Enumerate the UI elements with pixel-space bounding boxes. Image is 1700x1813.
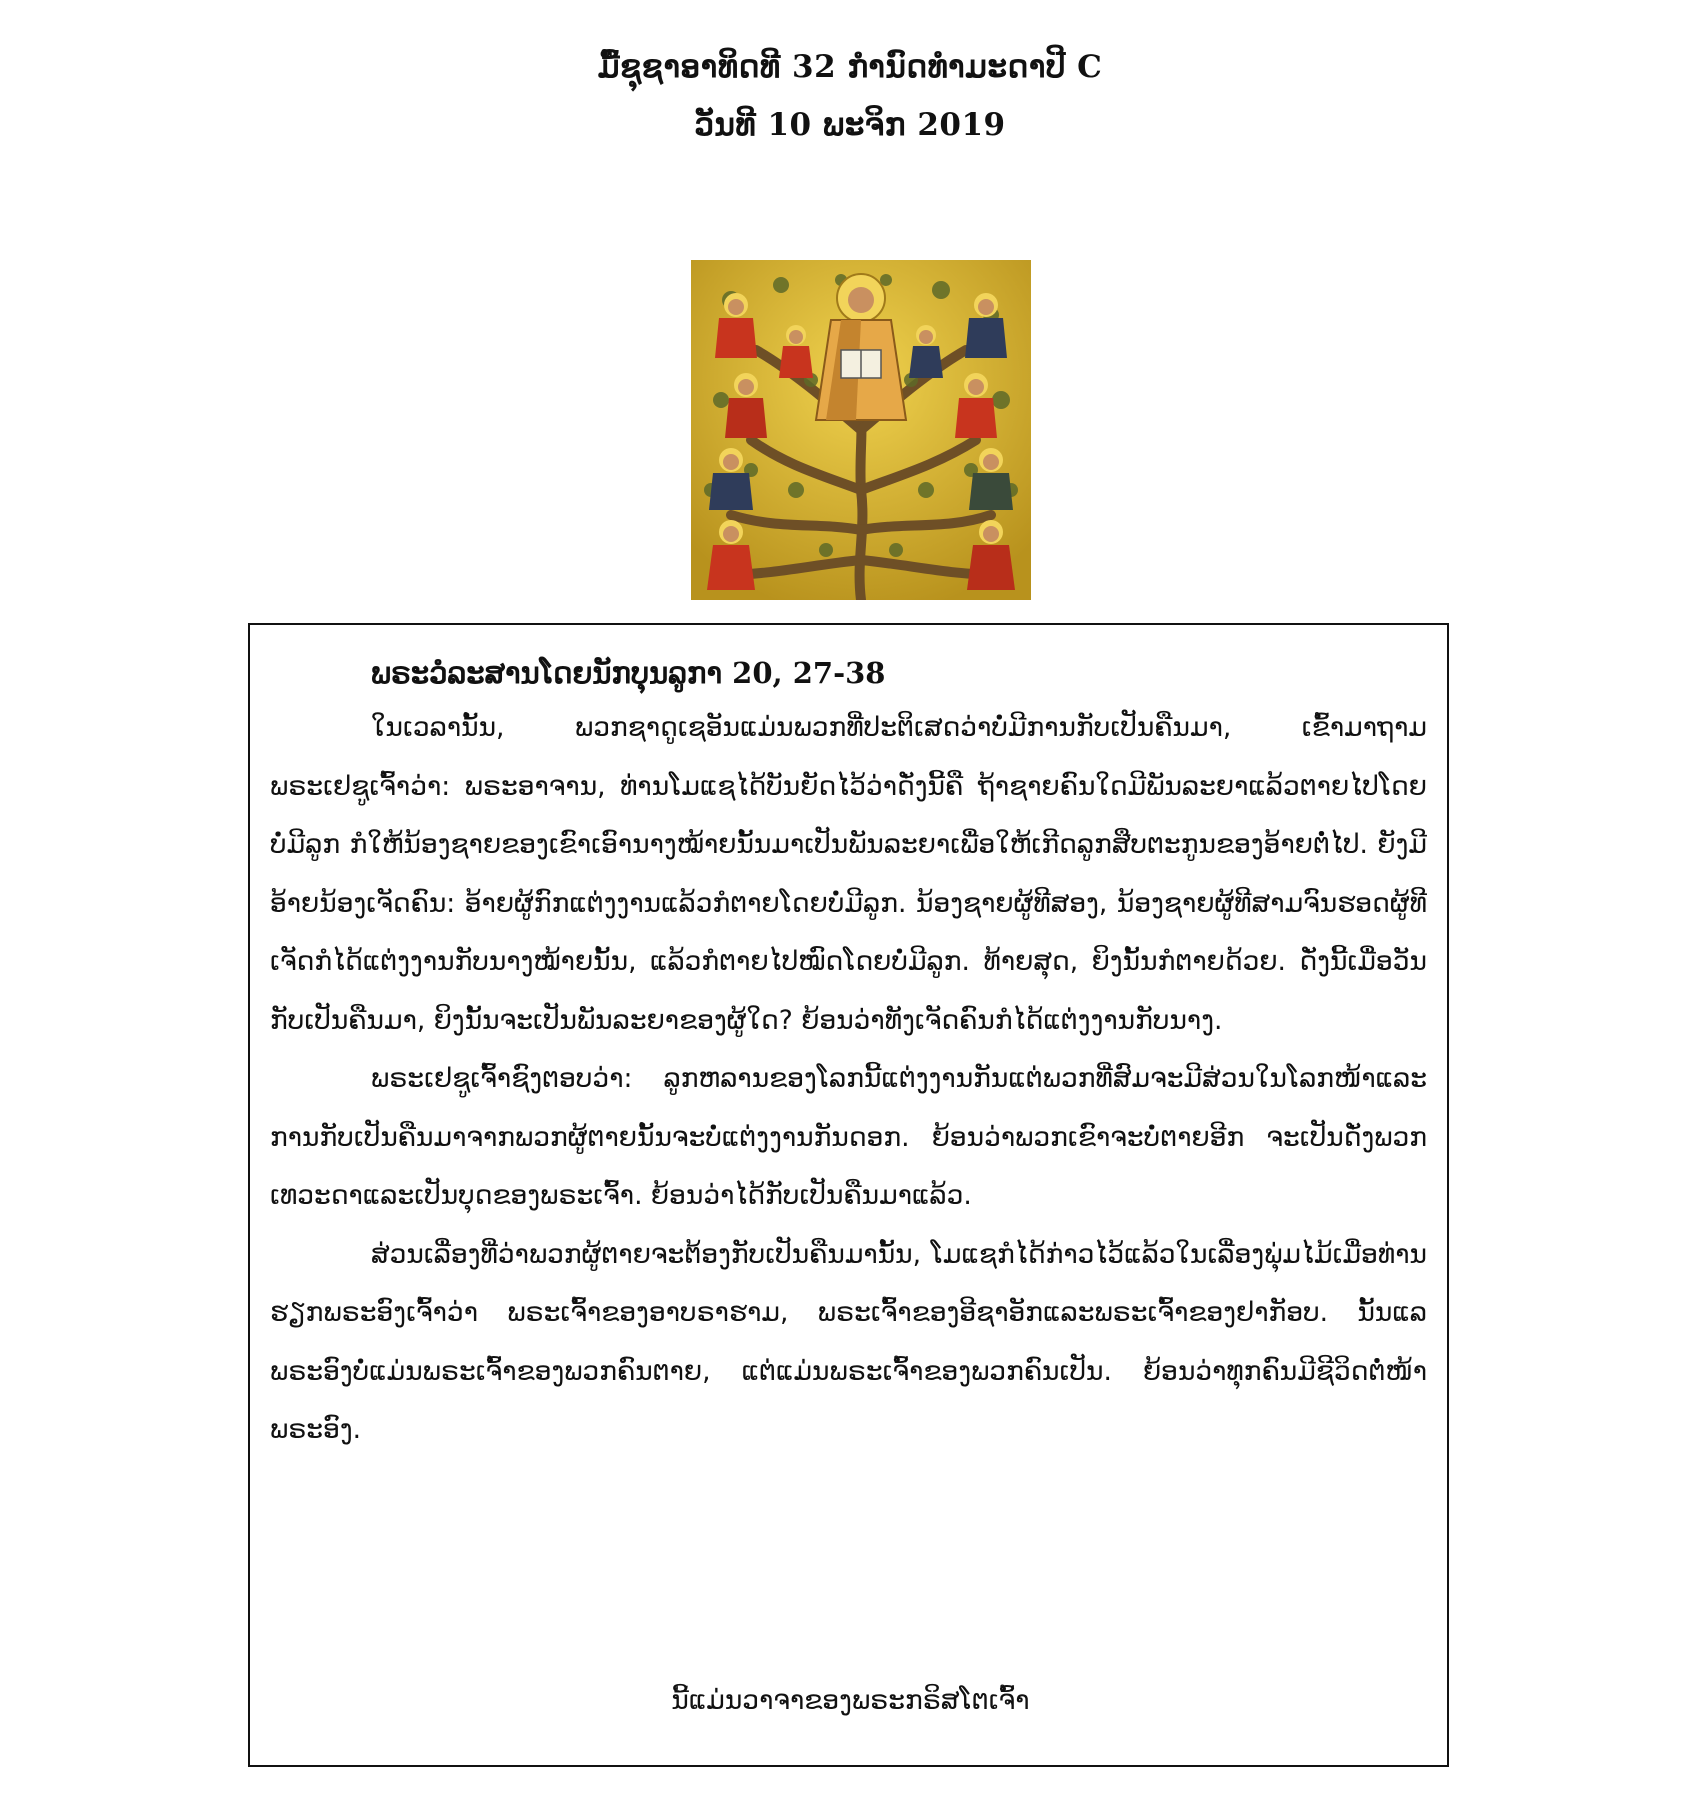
reading-paragraph: ພຣະເຢຊູເຈົ້າຊົງຕອບວ່າ: ລູກຫລານຂອງໂລກນີ້ແຕ່ງງານກັນແຕ່ພວກທີ່ສົມຈະມີສ່ວນໃນໂລກໜ້າແລະການກັບເປັນຄືນມາຈາກພວກຜູ້ຕາຍນັ້ນຈະບໍ່ແຕ່ງງານກັນດອກ. ຍ້ອນວ່າພວກເຂົາຈະບໍ່ຕາຍອີກ ຈະເປັນດັ່ງພວກເທວະດາແລະເປັນບຸດຂອງພຣະເຈົ້າ. ຍ້ອນວ່າໄດ້ກັບເປັນຄືນມາແລ້ວ. [270, 1063, 1427, 1211]
page-header [0, 38, 1700, 154]
gospel-reading-box [248, 623, 1449, 1767]
reading-body [270, 699, 1427, 1460]
header-title: ມື້ຊຸຊາອາທິດທີ 32 ກຳນົດທຳມະດາປີ C [597, 49, 1103, 85]
reading-paragraph: ສ່ວນເລື່ອງທີ່ວ່າພວກຜູ້ຕາຍຈະຕ້ອງກັບເປັນຄືນມານັ້ນ, ໂມແຊກໍໄດ້ກ່າວໄວ້ແລ້ວໃນເລື່ອງພຸ່ມໄມ້ເມື່ອທ່ານຮຽກພຣະອົງເຈົ້າວ່າ ພຣະເຈົ້າຂອງອາບຣາຮາມ, ພຣະເຈົ້າຂອງອີຊາອັກແລະພຣະເຈົ້າຂອງຢາກັອບ. ນັ້ນແລ ພຣະອົງບໍ່ແມ່ນພຣະເຈົ້າຂອງພວກຄົນຕາຍ, ແຕ່ແມ່ນພຣະເຈົ້າຂອງພວກຄົນເປັນ. ຍ້ອນວ່າທຸກຄົນມີຊີວິດຕໍ່ໜ້າພຣະອົງ. [270, 1238, 1427, 1445]
christ-vine-icon [691, 260, 1031, 600]
reading-title: ພຣະວໍລະສານໂດຍນັກບຸນລູກາ 20, 27-38 [371, 656, 886, 690]
header-date: ວັນທີ 10 ພະຈິກ 2019 [694, 107, 1006, 143]
reading-closing: ນີ້ແມ່ນວາຈາຂອງພຣະກຣິສໂຕເຈົ້າ [671, 1685, 1030, 1716]
reading-paragraph: ໃນເວລານັ້ນ, ພວກຊາດູເຊອັນແມ່ນພວກທີ່ປະຕິເສດວ່າບໍ່ມີການກັບເປັນຄືນມາ, ເຂົ້າມາຖາມພຣະເຢຊູເຈົ້າວ່າ: ພຣະອາຈານ, ທ່ານໂມແຊໄດ້ບັນຍັດໄວ້ວ່າດັ່ງນີ້ຄື ຖ້າຊາຍຄົນໃດມີພັນລະຍາແລ້ວຕາຍໄປໂດຍບໍ່ມີລູກ ກໍໃຫ້ນ້ອງຊາຍຂອງເຂົາເອົານາງໝ້າຍນັ້ນມາເປັນພັນລະຍາເພື່ອໃຫ້ເກີດລູກສືບຕະກູນຂອງອ້າຍຕໍ່ໄປ. ຍັງມີອ້າຍນ້ອງເຈັດຄົນ: ອ້າຍຜູ້ກົກແຕ່ງງານແລ້ວກໍຕາຍໂດຍບໍ່ມີລູກ. ນ້ອງຊາຍຜູ້ທີສອງ, ນ້ອງຊາຍຜູ້ທີສາມຈົນຮອດຜູ້ທີເຈັດກໍໄດ້ແຕ່ງງານກັບນາງໝ້າຍນັ້ນ, ແລ້ວກໍຕາຍໄປໝົດໂດຍບໍ່ມີລູກ. ທ້າຍສຸດ, ຍິງນັ້ນກໍຕາຍດ້ວຍ. ດັ່ງນີ້ເມື່ອວັນກັບເປັນຄືນມາ, ຍິງນັ້ນຈະເປັນພັນລະຍາຂອງຜູ້ໃດ? ຍ້ອນວ່າທັງເຈັດຄົນກໍໄດ້ແຕ່ງງານກັບນາງ. [270, 712, 1427, 1036]
